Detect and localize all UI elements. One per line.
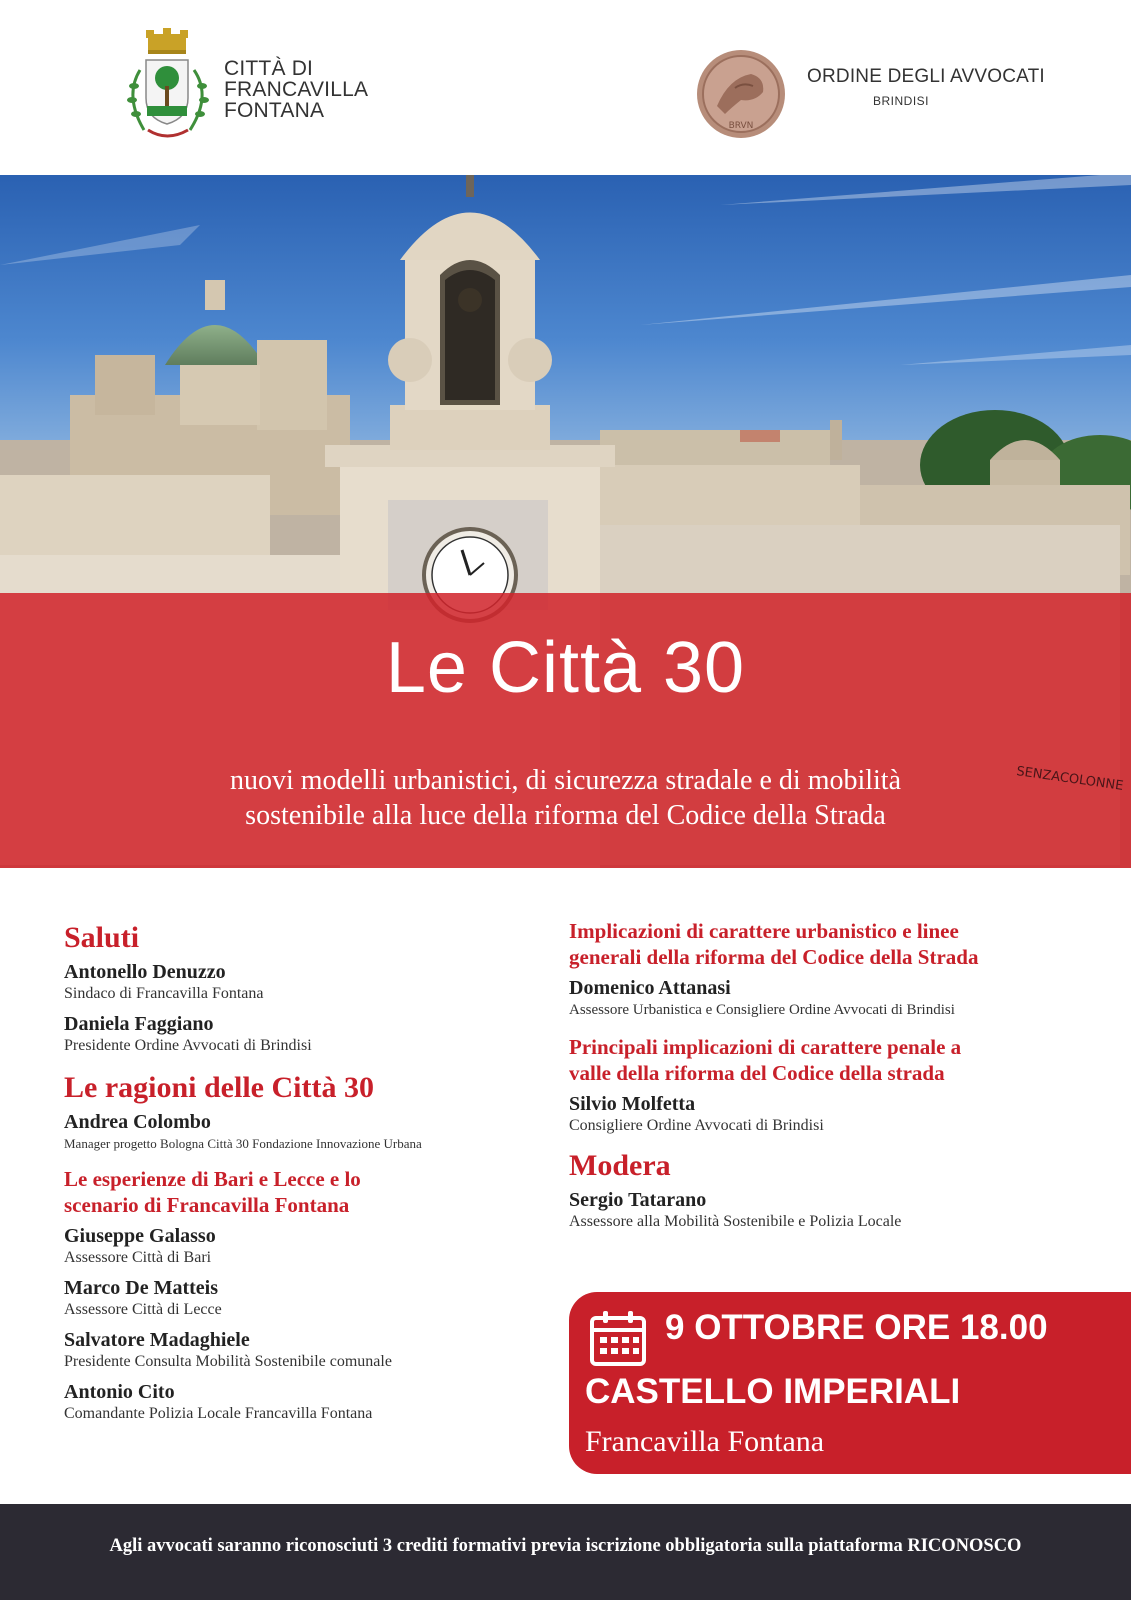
speaker-role: Presidente Consulta Mobilità Sostenibile comunale [64, 1353, 392, 1370]
event-subtitle-line: sostenibile alla luce della riforma del Codice della Strada [245, 800, 886, 831]
program-left-column [64, 920, 534, 1432]
event-date: 9 OTTOBRE ORE 18.00 [665, 1308, 1048, 1347]
city-crest-icon [118, 26, 218, 154]
heading-line: Principali implicazioni di carattere penale a [569, 1035, 962, 1059]
speaker [64, 1224, 534, 1268]
speaker-role: Manager progetto Bologna Città 30 Fondazione Innovazione Urbana [64, 1136, 422, 1151]
event-subtitle-line: nuovi modelli urbanistici, di sicurezza stradale e di mobilità [229, 765, 902, 796]
event-title: Le Città 30 [385, 628, 746, 708]
speaker-role: Presidente Ordine Avvocati di Brindisi [64, 1037, 312, 1054]
speaker-role: Assessore Città di Lecce [64, 1301, 222, 1318]
speaker-name: Andrea Colombo [64, 1111, 211, 1133]
city-logo [118, 26, 378, 156]
section-heading-penale [569, 1034, 1089, 1086]
speaker [64, 1012, 534, 1056]
speaker-role: Comandante Polizia Locale Francavilla Fontana [64, 1405, 373, 1422]
speaker-name: Antonio Cito [64, 1381, 175, 1403]
speaker [64, 1328, 534, 1372]
speaker [64, 1380, 534, 1424]
speaker-name: Marco De Matteis [64, 1277, 219, 1299]
city-name-line: FONTANA [224, 99, 325, 122]
event-subtitle [0, 763, 1131, 833]
footer-banner [0, 1504, 1131, 1600]
speaker-name: Antonello Denuzzo [64, 961, 226, 983]
bar-association-title: ORDINE DEGLI AVVOCATI [807, 66, 1045, 87]
speaker-name: Daniela Faggiano [64, 1013, 214, 1035]
section-heading-ragioni: Le ragioni delle Città 30 [64, 1071, 374, 1104]
section-heading-modera: Modera [569, 1149, 671, 1182]
section-heading-esperienze [64, 1166, 534, 1218]
heading-line: generali della riforma del Codice della Strada [569, 945, 979, 969]
credits-notice: Agli avvocati saranno riconosciuti 3 crediti formativi previa iscrizione obbligatoria sulla piattaforma RICONOSCO [109, 1536, 1022, 1556]
calendar-icon [589, 1310, 647, 1368]
page-header [0, 0, 1131, 175]
heading-line: Le esperienze di Bari e Lecce e lo [64, 1167, 361, 1191]
bar-association-city: BRINDISI [873, 94, 930, 108]
speaker-name: Silvio Molfetta [569, 1093, 696, 1115]
bar-association-logo [695, 48, 1045, 148]
building-sign-text: SENZACOLONNE [1015, 764, 1125, 794]
event-details-box [569, 1292, 1131, 1474]
ancient-coin-icon [695, 48, 787, 140]
city-name-line: CITTÀ DI [224, 57, 314, 80]
program-right-column [569, 918, 1089, 1240]
heading-line: scenario di Francavilla Fontana [64, 1193, 350, 1217]
city-name-text [224, 58, 368, 121]
speaker-name: Domenico Attanasi [569, 977, 731, 999]
speaker [569, 1188, 1089, 1232]
section-heading-urbanistica [569, 918, 1089, 970]
speaker-role: Assessore Urbanistica e Consigliere Ordine Avvocati di Brindisi [569, 1002, 955, 1018]
speaker [64, 1276, 534, 1320]
coin-inscription: BRVN [728, 121, 754, 131]
speaker-role: Consigliere Ordine Avvocati di Brindisi [569, 1117, 824, 1134]
speaker [64, 960, 534, 1004]
speaker-name: Sergio Tatarano [569, 1189, 707, 1211]
speaker-role: Assessore Città di Bari [64, 1249, 212, 1266]
section-heading-saluti: Saluti [64, 921, 140, 954]
speaker [569, 1092, 1089, 1136]
hero-banner [0, 175, 1131, 868]
speaker [64, 1110, 534, 1154]
speaker-name: Salvatore Madaghiele [64, 1329, 250, 1351]
heading-line: valle della riforma del Codice della strada [569, 1061, 945, 1085]
city-name-line: FRANCAVILLA [224, 78, 369, 101]
speaker [569, 976, 1089, 1020]
speaker-role: Sindaco di Francavilla Fontana [64, 985, 264, 1002]
speaker-name: Giuseppe Galasso [64, 1225, 216, 1247]
event-venue: CASTELLO IMPERIALI [585, 1372, 961, 1411]
heading-line: Implicazioni di carattere urbanistico e linee [569, 919, 959, 943]
event-city: Francavilla Fontana [585, 1425, 825, 1458]
speaker-role: Assessore alla Mobilità Sostenibile e Polizia Locale [569, 1213, 902, 1230]
